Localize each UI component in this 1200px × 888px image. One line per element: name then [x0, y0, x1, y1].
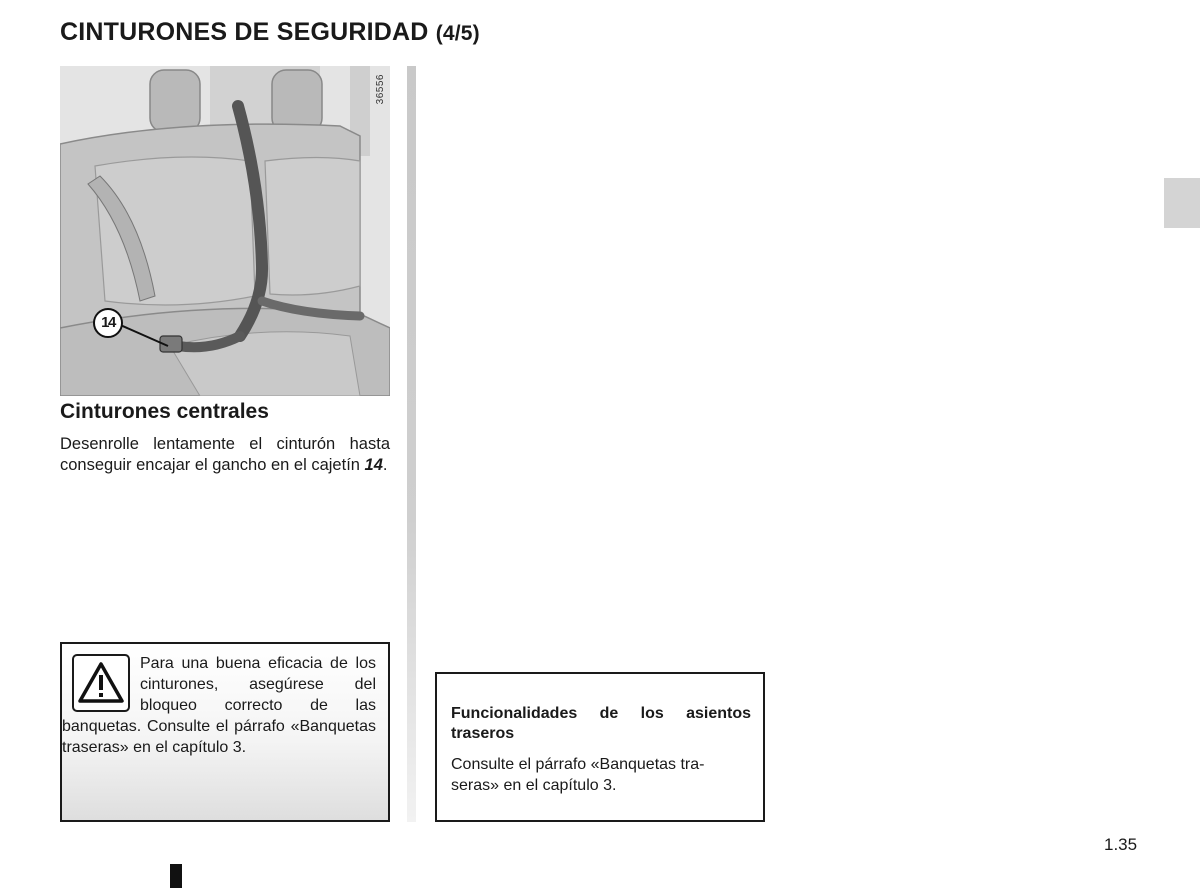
warning-triangle-icon: [72, 654, 130, 712]
section-heading: Cinturones centrales: [60, 400, 269, 423]
section-text-end: .: [382, 456, 388, 474]
info-text: Consulte el párrafo «Banquetas tra- seras» en el capítulo 3.: [451, 756, 705, 794]
section-ref: 14: [364, 456, 383, 474]
seat-belt-illustration: [60, 66, 390, 396]
info-heading: Funcionalidades de los asientos traseros: [451, 705, 751, 742]
section-paragraph: [60, 434, 390, 476]
page-title-part: (4/5): [435, 22, 480, 45]
page-title-text: CINTURONES DE SEGURIDAD: [60, 18, 429, 46]
page-number: 1.35: [1104, 835, 1138, 854]
warning-box: [60, 642, 390, 822]
section-text: Desenrolle lentamente el cinturón hasta conseguir encajar el gancho en el cajetín: [60, 435, 390, 474]
crop-mark: [170, 864, 182, 888]
seat-illustration-drawing: [60, 66, 390, 396]
info-box: [435, 672, 765, 822]
column-divider: [407, 66, 416, 822]
warning-text: Para una buena eficacia de los cinturones, asegúrese del bloqueo correcto de las banquetas. Consulte el párrafo «Banquetas traseras» en el capítulo 3.: [62, 655, 376, 756]
callout-14: 14: [93, 308, 123, 338]
chapter-tab: [1164, 178, 1200, 228]
page-title: [60, 18, 480, 47]
image-number: 36556: [375, 74, 386, 105]
